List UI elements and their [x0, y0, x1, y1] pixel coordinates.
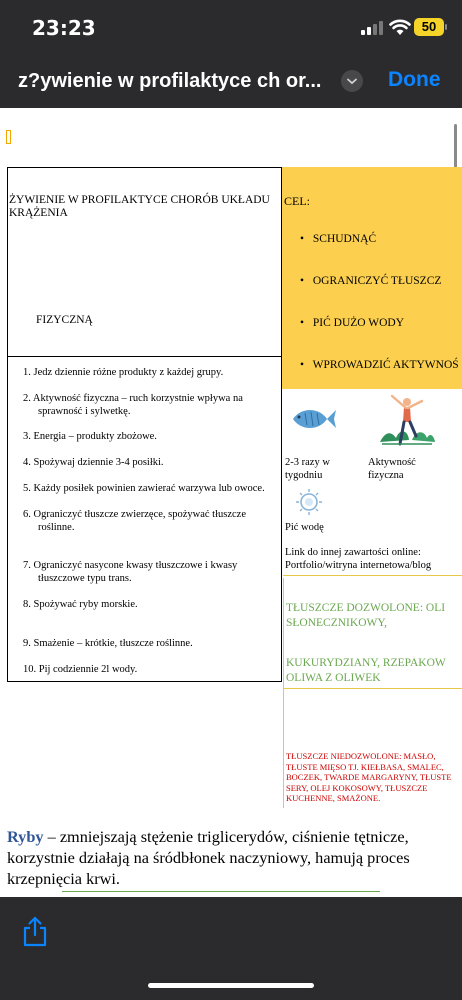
- forbidden-fats: TŁUSZCZE NIEDOZWOLONE: MASŁO, TŁUSTE MIĘSO TJ. KIEŁBASA, SMALEC, BOCZEK, TWARDE MARGARYNY, TŁUSTE SERY, OLEJ KOKOSOWY, TŁUSZCZE KUCHENNE, SMAŻONE.: [286, 751, 452, 804]
- share-button[interactable]: [22, 915, 48, 947]
- title-box: [7, 167, 282, 357]
- list-item: 5. Każdy posiłek powinien zawierać warzywa lub owoce.: [23, 483, 265, 494]
- goal-item: • SCHUDNĄĆ: [300, 233, 377, 245]
- list-item: 6. Ograniczyć tłuszcze zwierzęce, spożywać tłuszcze roślinne.: [23, 509, 246, 533]
- status-bar: [0, 0, 462, 58]
- title-menu-button[interactable]: [341, 70, 363, 92]
- fish-paragraph: [7, 826, 459, 889]
- goal-item: • PIĆ DUŻO WODY: [300, 317, 405, 329]
- allowed-fats-line: KUKURYDZIANY, RZEPAKOW: [286, 657, 446, 669]
- activity-caption-line: fizyczna: [368, 470, 404, 481]
- done-button[interactable]: Done: [388, 68, 441, 91]
- list-item: 4. Spożywaj dziennie 3-4 posiłki.: [23, 457, 164, 468]
- main-title: ŻYWIENIE W PROFILAKTYCE CHORÓB UKŁADU KRĄŻENIA: [9, 194, 270, 219]
- divider: [283, 578, 284, 808]
- divider: [283, 575, 462, 576]
- yoga-person-icon: [378, 392, 436, 450]
- goals-box: [282, 167, 462, 389]
- goal-item: • WPROWADZIĆ AKTYWNOŚ: [300, 359, 459, 371]
- list-item: 2. Aktywność fizyczna – ruch korzystnie wpływa na sprawność i sylwetkę.: [23, 393, 243, 417]
- paragraph-body: – zmniejszają stężenie triglicerydów, ciśnienie tętnicze, korzystnie działają na śródbłonek naczyniowy, hamują proces krzepnięcia krwi.: [7, 827, 410, 888]
- home-indicator: [148, 983, 314, 988]
- list-item: 3. Energia – produkty zbożowe.: [23, 431, 157, 442]
- navigation-bar: [0, 58, 462, 108]
- list-item: 8. Spożywać ryby morskie.: [23, 599, 138, 610]
- fish-caption-line: 2-3 razy w: [285, 457, 330, 468]
- goal-item-continuation: FIZYCZNĄ: [36, 314, 93, 326]
- water-splash-icon: [294, 487, 324, 517]
- document-title[interactable]: z?ywienie w profilaktyce ch or...: [18, 70, 322, 92]
- online-content-link[interactable]: Link do innej zawartości online: Portfolio/witryna internetowa/blog: [285, 547, 432, 571]
- allowed-fats-line: TŁUSZCZE DOZWOLONE: OLI: [286, 602, 446, 614]
- list-item: 9. Smażenie – krótkie, tłuszcze roślinne.: [23, 638, 193, 649]
- fish-caption-line: tygodniu: [285, 470, 323, 481]
- fish-icon: [289, 404, 337, 434]
- allowed-fats-line: SŁONECZNIKOWY,: [286, 617, 388, 629]
- cellular-signal-icon: [361, 21, 385, 35]
- water-caption: Pić wodę: [285, 522, 324, 533]
- list-item: 10. Pij codziennie 2l wody.: [23, 664, 138, 675]
- activity-caption-line: Aktywność: [368, 457, 416, 468]
- allowed-fats-line: OLIWA Z OLIWEK: [286, 672, 381, 684]
- bottom-toolbar: [0, 897, 462, 1000]
- chevron-down-icon: [341, 70, 363, 92]
- divider: [283, 688, 462, 689]
- wifi-icon: [389, 18, 411, 36]
- battery-indicator: 50: [414, 18, 444, 36]
- placeholder-glyph: [6, 130, 11, 144]
- goals-label: CEL:: [284, 194, 310, 208]
- status-time: 23:23: [32, 16, 96, 40]
- document-page[interactable]: [0, 108, 462, 897]
- recommendations-list: [7, 356, 282, 682]
- text-underline: [62, 891, 380, 892]
- goal-item: • OGRANICZYĆ TŁUSZCZ: [300, 275, 442, 287]
- paragraph-lead: Ryby: [7, 827, 44, 846]
- list-item: 7. Ograniczyć nasycone kwasy tłuszczowe i kwasy tłuszczowe typu trans.: [23, 560, 238, 584]
- share-icon: [22, 915, 48, 947]
- list-item: 1. Jedz dziennie różne produkty z każdej grupy.: [23, 367, 224, 378]
